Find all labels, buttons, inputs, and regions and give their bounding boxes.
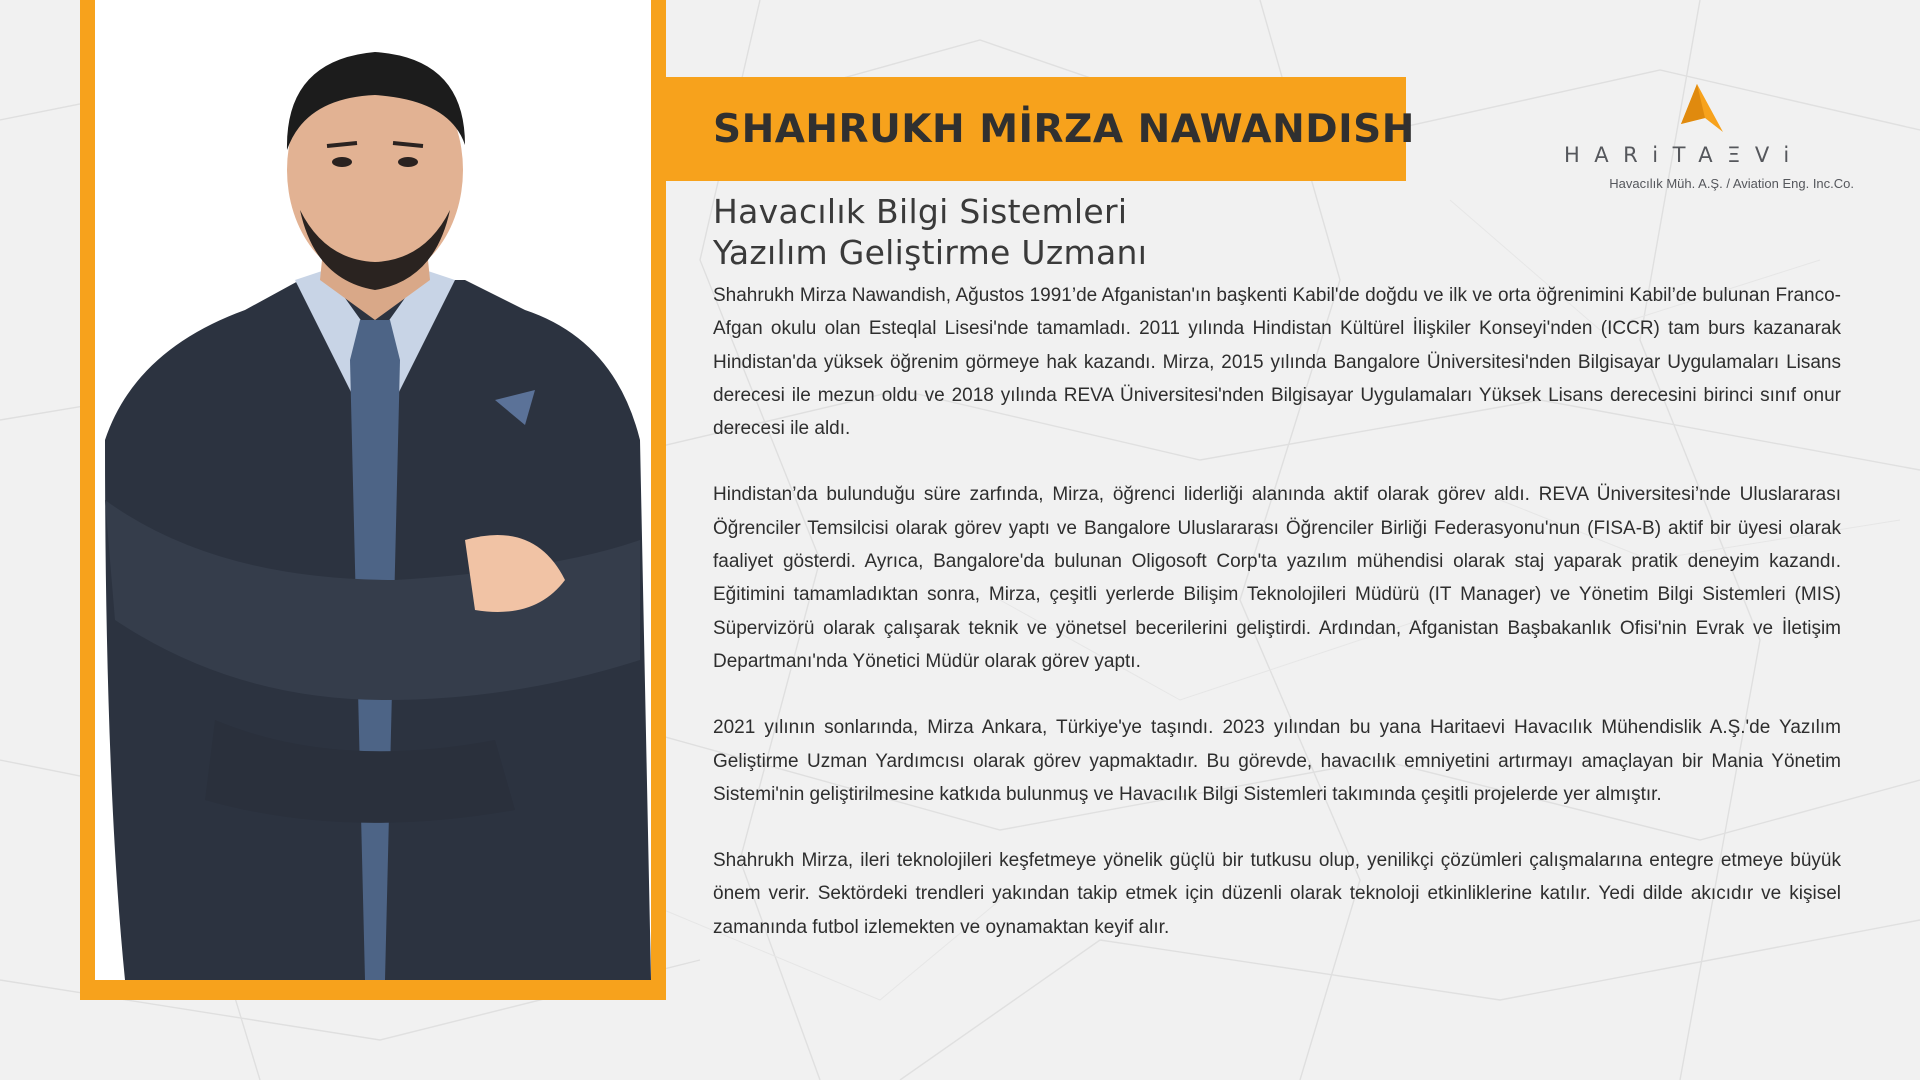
portrait-photo (95, 0, 651, 980)
bio-paragraph-3: 2021 yılının sonlarında, Mirza Ankara, Türkiye'ye taşındı. 2023 yılından bu yana Haritaevi Havacılık Mühendislik A.Ş.'de Yazılım Geliştirme Uzman Yardımcısı olarak görev yapmaktadır. Bu görevde, havacılık emniyetini artırmayı amaçlayan bir Mania Yönetim Sistemi'nin geliştirilmesine katkıda bulunmuş ve Havacılık Bilgi Sistemleri takımında çeşitli projelerde yer almıştır. (713, 717, 1841, 805)
job-title (713, 191, 1413, 273)
biography (713, 279, 1841, 977)
company-logo (1560, 78, 1860, 198)
paper-plane-arrow-icon (1677, 82, 1727, 136)
person-name: SHAHRUKH MİRZA NAWANDISH (713, 106, 1415, 152)
photo-frame (80, 0, 666, 1000)
bio-paragraph-1: Shahrukh Mirza Nawandish, Ağustos 1991’de Afganistan'ın başkenti Kabil'de doğdu ve ilk ve orta öğrenimini Kabil’de bulunan Franco-Afgan okulu olan Esteqlal Lisesi'nde tamamladı. 2011 yılında Hindistan Kültürel İlişkiler Konseyi'nden (ICCR) tam burs kazanarak Hindistan'da yüksek öğrenim görmeye hak kazandı. Mirza, 2015 yılında Bangalore Üniversitesi'nden Bilgisayar Uygulamaları Lisans derecesi ile mezun oldu ve 2018 yılında REVA Üniversitesi'nden Bilgisayar Uygulamaları Yüksek Lisans derecesini birinci sınıf onur derecesi ile aldı. (713, 285, 1841, 440)
job-title-line-1: Havacılık Bilgi Sistemleri (713, 192, 1128, 231)
logo-wordmark: HARiTAΞVi (1564, 143, 1804, 167)
bio-paragraph-4: Shahrukh Mirza, ileri teknolojileri keşfetmeye yönelik güçlü bir tutkusu olup, yenilikçi çözümleri çalışmalarına entegre etmeye büyük önem verir. Sektördeki trendleri yakından takip etmek için düzenli olarak teknoloji etkinliklerine katılır. Yedi dilde akıcıdır ve kişisel zamanında futbol izlemekten ve oynamaktan keyif alır. (713, 850, 1841, 938)
name-banner (666, 77, 1415, 181)
job-title-line-2: Yazılım Geliştirme Uzmanı (713, 233, 1148, 272)
bio-paragraph-2: Hindistan’da bulunduğu süre zarfında, Mirza, öğrenci liderliği alanında aktif olarak görev aldı. REVA Üniversitesi’nde Uluslararası Öğrenciler Temsilcisi olarak görev yaptı ve Bangalore Uluslararası Öğrenciler Birliği Federasyonu'nun (FISA-B) aktif bir üyesi olarak faaliyet gösterdi. Ayrıca, Bangalore'da bulunan Oligosoft Corp'ta yazılım mühendisi olarak staj yaparak pratik deneyim kazandı. Eğitimini tamamladıktan sonra, Mirza, çeşitli yerlerde Bilişim Teknolojileri Müdürü (IT Manager) ve Yönetim Bilgi Sistemleri (MIS) Süpervizörü olarak çalışarak teknik ve yönetsel becerilerini geliştirdi. Ardından, Afganistan Başbakanlık Ofisi'nin Evrak ve İletişim Departmanı'nda Yönetici Müdür olarak görev yaptı. (713, 484, 1841, 672)
photo-background (95, 0, 651, 980)
logo-tagline: Havacılık Müh. A.Ş. / Aviation Eng. Inc.Co. (1609, 176, 1854, 191)
